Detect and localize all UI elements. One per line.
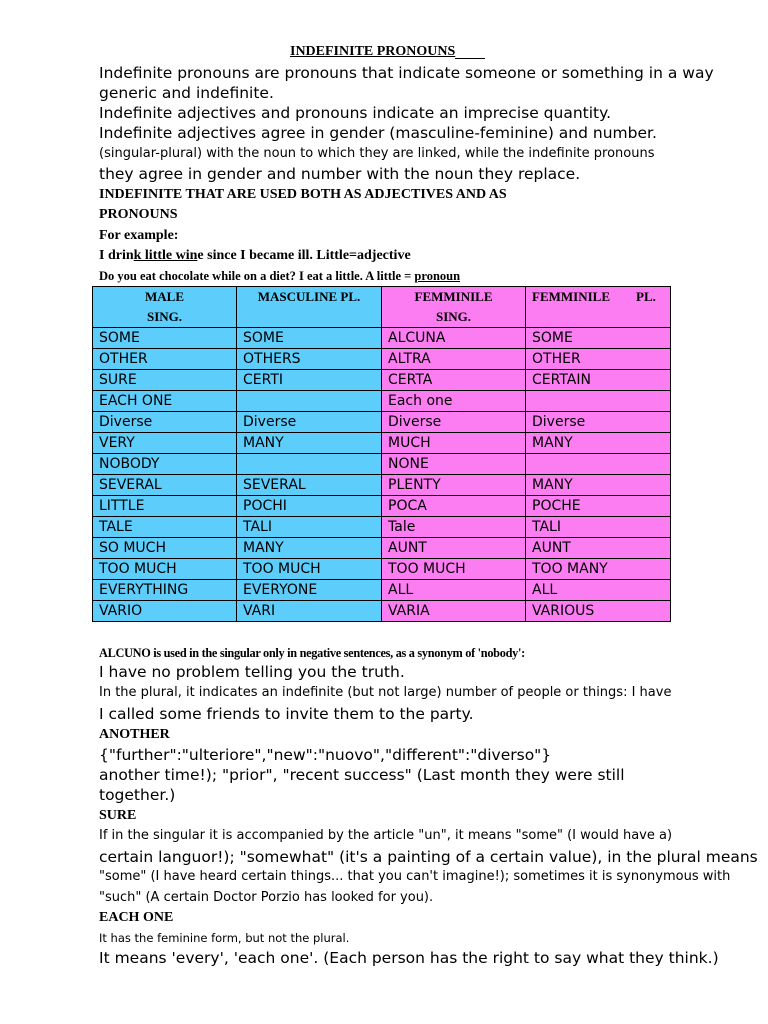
table-row bbox=[93, 454, 671, 475]
cell-feminine-pl: Diverse bbox=[526, 412, 671, 433]
table-row bbox=[93, 412, 671, 433]
cell-feminine-sing: PLENTY bbox=[382, 475, 526, 496]
cell-male-sing: VARIO bbox=[93, 601, 237, 622]
table-row bbox=[93, 496, 671, 517]
table-row bbox=[93, 349, 671, 370]
cell-feminine-pl: SOME bbox=[526, 328, 671, 349]
cell-male-sing: TALE bbox=[93, 517, 237, 538]
page-title: INDEFINITE PRONOUNS bbox=[290, 42, 485, 62]
cell-masculine-pl: TALI bbox=[237, 517, 382, 538]
header-male-sing: MALE SING. bbox=[93, 287, 237, 328]
cell-feminine-sing: Diverse bbox=[382, 412, 526, 433]
cell-masculine-pl: SEVERAL bbox=[237, 475, 382, 496]
table-header-row bbox=[93, 287, 671, 328]
cell-male-sing: SOME bbox=[93, 328, 237, 349]
cell-feminine-sing: POCA bbox=[382, 496, 526, 517]
cell-masculine-pl bbox=[237, 391, 382, 412]
cell-feminine-sing: ALTRA bbox=[382, 349, 526, 370]
example-pronoun: Do you eat chocolate while on a diet? I eat a little. A little = pronoun bbox=[99, 269, 461, 283]
cell-feminine-sing: Each one bbox=[382, 391, 526, 412]
cell-male-sing: SEVERAL bbox=[93, 475, 237, 496]
cell-male-sing: EVERYTHING bbox=[93, 580, 237, 601]
cell-male-sing: OTHER bbox=[93, 349, 237, 370]
table-row bbox=[93, 601, 671, 622]
header-feminine-sing: FEMMINILE SING. bbox=[382, 287, 526, 328]
another-line-1: {"further":"ulteriore","new":"nuovo","different":"diverso"} bbox=[99, 746, 552, 764]
cell-feminine-pl bbox=[526, 391, 671, 412]
cell-feminine-sing: CERTA bbox=[382, 370, 526, 391]
cell-male-sing: SO MUCH bbox=[93, 538, 237, 559]
cell-male-sing: VERY bbox=[93, 433, 237, 454]
header-masculine-pl: MASCULINE PL. bbox=[237, 287, 382, 328]
intro-line-5: (singular-plural) with the noun to which they are linked, while the indefinite pronouns bbox=[99, 146, 655, 161]
cell-feminine-sing: VARIA bbox=[382, 601, 526, 622]
cell-feminine-sing: MUCH bbox=[382, 433, 526, 454]
cell-masculine-pl: MANY bbox=[237, 433, 382, 454]
sure-heading: SURE bbox=[99, 808, 137, 823]
table-row bbox=[93, 391, 671, 412]
sure-line-1: If in the singular it is accompanied by the article "un", it means "some" (I would have a) bbox=[99, 828, 673, 843]
table-row bbox=[93, 517, 671, 538]
cell-feminine-pl: CERTAIN bbox=[526, 370, 671, 391]
another-line-3: together.) bbox=[99, 786, 176, 804]
cell-male-sing: Diverse bbox=[93, 412, 237, 433]
cell-feminine-pl: VARIOUS bbox=[526, 601, 671, 622]
alcuno-line-2: In the plural, it indicates an indefinite (but not large) number of people or things: I have bbox=[99, 685, 672, 700]
sure-line-2: certain languor!); "somewhat" (it's a painting of a certain value), in the plural means bbox=[99, 848, 758, 866]
cell-feminine-sing: TOO MUCH bbox=[382, 559, 526, 580]
table-row bbox=[93, 370, 671, 391]
cell-feminine-pl: ALL bbox=[526, 580, 671, 601]
cell-feminine-sing: NONE bbox=[382, 454, 526, 475]
cell-masculine-pl: MANY bbox=[237, 538, 382, 559]
table-row bbox=[93, 433, 671, 454]
cell-male-sing: LITTLE bbox=[93, 496, 237, 517]
sure-line-3: "some" (I have heard certain things... that you can't imagine!); sometimes it is synonymous with bbox=[99, 869, 731, 884]
cell-feminine-pl: OTHER bbox=[526, 349, 671, 370]
cell-feminine-sing: ALCUNA bbox=[382, 328, 526, 349]
cell-masculine-pl: OTHERS bbox=[237, 349, 382, 370]
intro-line-2: generic and indefinite. bbox=[99, 84, 274, 102]
cell-masculine-pl: Diverse bbox=[237, 412, 382, 433]
intro-line-4: Indefinite adjectives agree in gender (masculine-feminine) and number. bbox=[99, 124, 657, 142]
cell-feminine-pl: MANY bbox=[526, 433, 671, 454]
cell-masculine-pl: TOO MUCH bbox=[237, 559, 382, 580]
cell-feminine-sing: ALL bbox=[382, 580, 526, 601]
cell-masculine-pl: VARI bbox=[237, 601, 382, 622]
each-one-line-2: It means 'every', 'each one'. (Each person has the right to say what they think.) bbox=[99, 949, 719, 967]
header-feminine-pl: FEMMINILE PL. bbox=[526, 287, 671, 328]
section-heading-both: INDEFINITE THAT ARE USED BOTH AS ADJECTIVES AND AS bbox=[99, 187, 507, 202]
cell-feminine-pl: MANY bbox=[526, 475, 671, 496]
each-one-line-1: It has the feminine form, but not the plural. bbox=[99, 931, 350, 945]
alcuno-line-1: I have no problem telling you the truth. bbox=[99, 663, 405, 681]
cell-feminine-pl: TOO MANY bbox=[526, 559, 671, 580]
cell-feminine-pl: AUNT bbox=[526, 538, 671, 559]
another-heading: ANOTHER bbox=[99, 727, 170, 742]
cell-masculine-pl: CERTI bbox=[237, 370, 382, 391]
cell-feminine-pl: TALI bbox=[526, 517, 671, 538]
example-adjective: I drink little wine since I became ill. Little=adjective bbox=[99, 248, 411, 263]
table-row bbox=[93, 328, 671, 349]
each-one-heading: EACH ONE bbox=[99, 910, 174, 925]
alcuno-line-3: I called some friends to invite them to the party. bbox=[99, 705, 474, 723]
cell-feminine-sing: Tale bbox=[382, 517, 526, 538]
intro-line-3: Indefinite adjectives and pronouns indicate an imprecise quantity. bbox=[99, 104, 611, 122]
table-row bbox=[93, 538, 671, 559]
cell-feminine-pl: POCHE bbox=[526, 496, 671, 517]
sure-line-4: "such" (A certain Doctor Porzio has looked for you). bbox=[99, 890, 434, 905]
pronoun-table bbox=[92, 286, 671, 622]
intro-line-1: Indefinite pronouns are pronouns that indicate someone or something in a way bbox=[99, 64, 714, 82]
cell-masculine-pl: SOME bbox=[237, 328, 382, 349]
for-example-label: For example: bbox=[99, 228, 179, 243]
cell-feminine-sing: AUNT bbox=[382, 538, 526, 559]
cell-masculine-pl: EVERYONE bbox=[237, 580, 382, 601]
table-row bbox=[93, 559, 671, 580]
table-row bbox=[93, 475, 671, 496]
cell-masculine-pl: POCHI bbox=[237, 496, 382, 517]
alcuno-heading: ALCUNO is used in the singular only in negative sentences, as a synonym of 'nobody': bbox=[99, 646, 525, 660]
cell-male-sing: TOO MUCH bbox=[93, 559, 237, 580]
cell-male-sing: EACH ONE bbox=[93, 391, 237, 412]
section-heading-both-2: PRONOUNS bbox=[99, 207, 178, 222]
cell-male-sing: NOBODY bbox=[93, 454, 237, 475]
cell-masculine-pl bbox=[237, 454, 382, 475]
cell-male-sing: SURE bbox=[93, 370, 237, 391]
another-line-2: another time!); "prior", "recent success" (Last month they were still bbox=[99, 766, 625, 784]
cell-feminine-pl bbox=[526, 454, 671, 475]
table-row bbox=[93, 580, 671, 601]
intro-line-6: they agree in gender and number with the noun they replace. bbox=[99, 165, 581, 183]
